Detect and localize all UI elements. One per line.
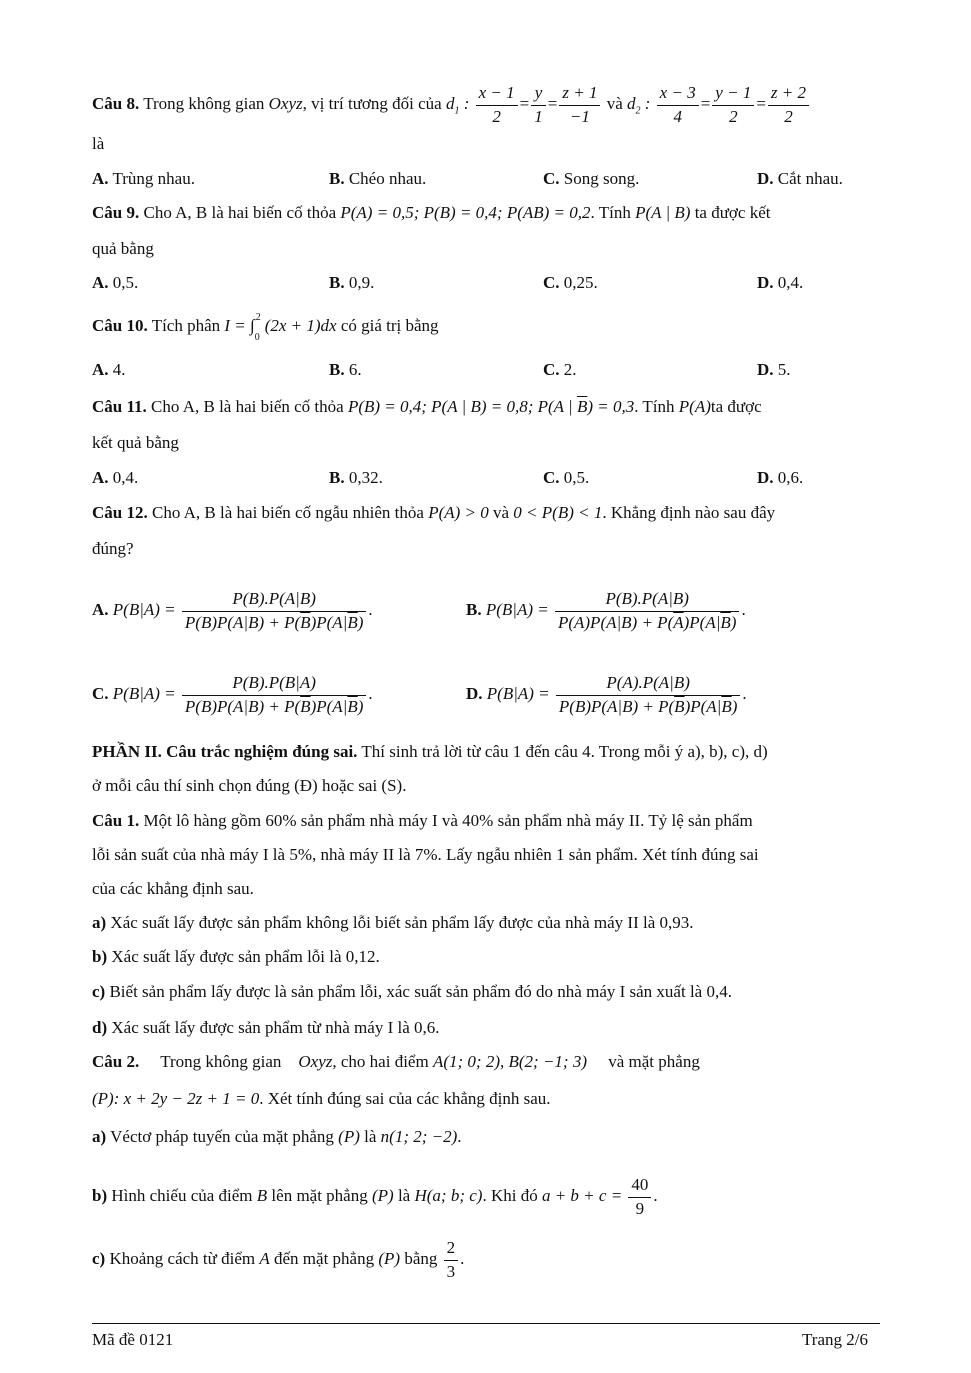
p2-question-1 <box>92 810 880 832</box>
question-text-3: và mặt phẳng <box>608 1052 700 1071</box>
question-9 <box>92 202 880 224</box>
option-a[interactable]: A. 0,4. <box>92 468 139 487</box>
question-label: Câu 8. <box>92 94 140 114</box>
condition-2: 0 < P(B) < 1 <box>513 503 603 522</box>
question-label: Câu 12. <box>92 503 148 522</box>
question-8: Câu 8. Trong không gian Oxyz, vị trí tương đối của $d_1$ : $\frac{x - 1}{2}$ = $\frac{y}{1}$ = $\frac{z + 1}{-1}$ và $d_2$ : $\frac{x - 3}{4}$ = $\frac{y - 1}{2}$ = $\frac{z + 2}{2}$ <box>92 84 880 126</box>
question-text: Một lô hàng gồm 60% sản phẩm nhà máy I và 40% sản phẩm nhà máy II. Tỷ lệ sản phẩm <box>143 811 753 830</box>
question-text-2: , cho hai điểm <box>332 1052 429 1071</box>
question-text-tail: là <box>92 134 105 153</box>
question-text: Cho A, B là hai biến cố thỏa <box>151 397 344 416</box>
part-instructions-line-2: ở mỗi câu thí sinh chọn đúng (Đ) hoặc sai (S). <box>92 776 407 795</box>
question-text-2: , vị trí tương đối của <box>302 94 442 114</box>
question-text-line-2: lỗi sản suất của nhà máy I là 5%, nhà máy II là 7%. Lấy ngẫu nhiên 1 sản phẩm. Xét tính đúng sai <box>92 845 759 864</box>
q12-options-row-1 <box>92 578 880 632</box>
fraction: $\frac{40}{9}$ <box>628 1176 651 1218</box>
footer-divider <box>92 1323 880 1324</box>
option-a[interactable]: A. Trùng nhau. <box>92 169 195 188</box>
condition: P(A) = 0,5; P(B) = 0,4; P(AB) = 0,2 <box>340 203 591 222</box>
question-text: Trong không gian <box>160 1052 282 1071</box>
question-text-line-2: quả bằng <box>92 239 154 258</box>
question-11 <box>92 396 880 418</box>
option-b[interactable]: B. 6. <box>329 360 362 379</box>
fraction: $\frac{y}{1}$ <box>531 84 546 126</box>
question-text-2: . Khẳng định nào sau đây <box>602 503 776 522</box>
statement-a[interactable]: a) Xác suất lấy được sản phẩm không lỗi biết sản phẩm lấy được của nhà máy II là 0,93. <box>92 913 694 932</box>
option-d[interactable]: D. 0,6. <box>757 468 804 487</box>
fraction: $\frac{2}{3}$ <box>444 1239 459 1281</box>
question-label: Câu 9. <box>92 203 140 222</box>
statement-c[interactable]: c) Khoảng cách từ điểm A đến mặt phẳng (P) bằng $\frac{2}{3}$ . <box>92 1238 465 1281</box>
statement-a[interactable]: a) Véctơ pháp tuyến của mặt phẳng (P) là n(1; 2; −2). <box>92 1127 462 1146</box>
question-text-2: . Tính <box>634 397 675 416</box>
question-label: Câu 10. <box>92 316 148 335</box>
answer-options <box>92 168 880 190</box>
line-d1: $d_1$ : <box>445 94 470 117</box>
option-d[interactable]: D. 5. <box>757 360 791 379</box>
normal-vector: n(1; 2; −2) <box>380 1127 458 1146</box>
question-text-line-3: của các khẳng định sau. <box>92 879 254 898</box>
fraction: $\frac{z + 1}{-1}$ <box>559 84 600 126</box>
question-text-line-2: đúng? <box>92 539 134 558</box>
plane-equation: (P): x + 2y − 2z + 1 = 0 <box>92 1089 260 1108</box>
exam-code: Mã đề 0121 <box>92 1330 174 1349</box>
condition: P(B) = 0,4; P(A | B) = 0,8; P(A | $\overline{B}) = 0,3$ <box>347 397 635 416</box>
and-word: và <box>606 94 623 114</box>
statement-d[interactable]: d) Xác suất lấy được sản phẩm từ nhà máy I là 0,6. <box>92 1018 440 1037</box>
part-2-header <box>92 741 880 763</box>
question-text-3: ta được <box>710 397 762 416</box>
option-b[interactable]: B. 0,9. <box>329 273 375 292</box>
option-b[interactable]: B. Chéo nhau. <box>329 169 427 188</box>
option-b[interactable]: B. 0,32. <box>329 468 383 487</box>
answer-options <box>92 359 880 381</box>
condition-1: P(A) > 0 <box>428 503 489 522</box>
question-label: Câu 2. <box>92 1052 140 1071</box>
question-text: Cho A, B là hai biến cố thỏa <box>143 203 337 222</box>
option-a[interactable]: A. 0,5. <box>92 273 139 292</box>
fraction: $\frac{z + 2}{2}$ <box>768 84 809 126</box>
option-c[interactable]: C. 0,5. <box>543 468 590 487</box>
target: P(A) <box>678 397 711 416</box>
question-text-line-2: (P): x + 2y − 2z + 1 = 0. Xét tính đúng sai của các khẳng định sau. <box>92 1089 551 1108</box>
option-a[interactable]: A. P(B|A) = $\frac{P(B).P(A|B)}{P(B)P(A|B) + P(\overline{B})P(A|\overline{B})}$ . <box>92 589 373 632</box>
question-12 <box>92 502 880 524</box>
statement-b[interactable]: b) Hình chiếu của điểm B lên mặt phẳng (P) là H(a; b; c). Khi đó a + b + c = $\frac{40}{9}$ . <box>92 1175 658 1218</box>
option-d[interactable]: D. Cắt nhau. <box>757 169 843 188</box>
question-text-3: ta được kết <box>694 203 771 222</box>
p2-question-2 <box>92 1051 880 1073</box>
q12-options-row-2 <box>92 662 880 716</box>
fraction: $\frac{y - 1}{2}$ <box>712 84 754 126</box>
integral: I = ∫ 2 0 (2x + 1)dx <box>224 312 337 343</box>
question-label: Câu 1. <box>92 811 140 830</box>
question-label: Câu 11. <box>92 397 147 416</box>
space-name: Oxyz <box>268 94 303 114</box>
option-c[interactable]: C. P(B|A) = $\frac{P(B).P(B|A)}{P(B)P(A|B) + P(\overline{B})P(A|\overline{B})}$ . <box>92 673 373 716</box>
target: P(A | B) <box>635 203 691 222</box>
option-c[interactable]: C. 2. <box>543 360 577 379</box>
exam-page <box>92 0 880 1373</box>
question-text-2: có giá trị bằng <box>340 316 439 335</box>
question-text: Tích phân <box>151 316 221 335</box>
question-10 <box>92 312 880 343</box>
fraction: $\frac{x - 1}{2}$ <box>476 84 518 126</box>
question-text-line-2: kết quả bằng <box>92 433 179 452</box>
and-word: và <box>493 503 510 522</box>
space-name: Oxyz <box>298 1052 333 1071</box>
points: A(1; 0; 2), B(2; −1; 3) <box>432 1052 587 1071</box>
line-d2: $d_2$ : <box>627 94 651 117</box>
question-text: Trong không gian <box>143 94 265 114</box>
option-b[interactable]: B. P(B|A) = $\frac{P(B).P(A|B)}{P(A)P(A|B) + P(\overline{A})P(A|\overline{B})}$ . <box>466 589 746 632</box>
option-a[interactable]: A. 4. <box>92 360 126 379</box>
question-text-2: . Tính <box>590 203 631 222</box>
option-c[interactable]: C. 0,25. <box>543 273 598 292</box>
statement-b[interactable]: b) Xác suất lấy được sản phẩm lỗi là 0,12. <box>92 947 380 966</box>
fraction: $\frac{x - 3}{4}$ <box>657 84 699 126</box>
answer-options <box>92 272 880 294</box>
option-c[interactable]: C. Song song. <box>543 169 640 188</box>
part-title: PHẦN II. Câu trắc nghiệm đúng sai. <box>92 742 358 761</box>
option-d[interactable]: D. P(B|A) = $\frac{P(A).P(A|B)}{P(B)P(A|B) + P(\overline{B})P(A|\overline{B})}$ . <box>466 673 747 716</box>
part-instructions: Thí sinh trả lời từ câu 1 đến câu 4. Trong mỗi ý a), b), c), d) <box>361 742 768 761</box>
question-text: Cho A, B là hai biến cố ngẫu nhiên thỏa <box>151 503 424 522</box>
answer-options <box>92 467 880 489</box>
statement-c[interactable]: c) Biết sản phẩm lấy được là sản phẩm lỗi, xác suất sản phẩm đó do nhà máy I sản xuất là 0,4. <box>92 982 732 1001</box>
page-number: Trang 2/6 <box>802 1330 868 1349</box>
option-d[interactable]: D. 0,4. <box>757 273 804 292</box>
